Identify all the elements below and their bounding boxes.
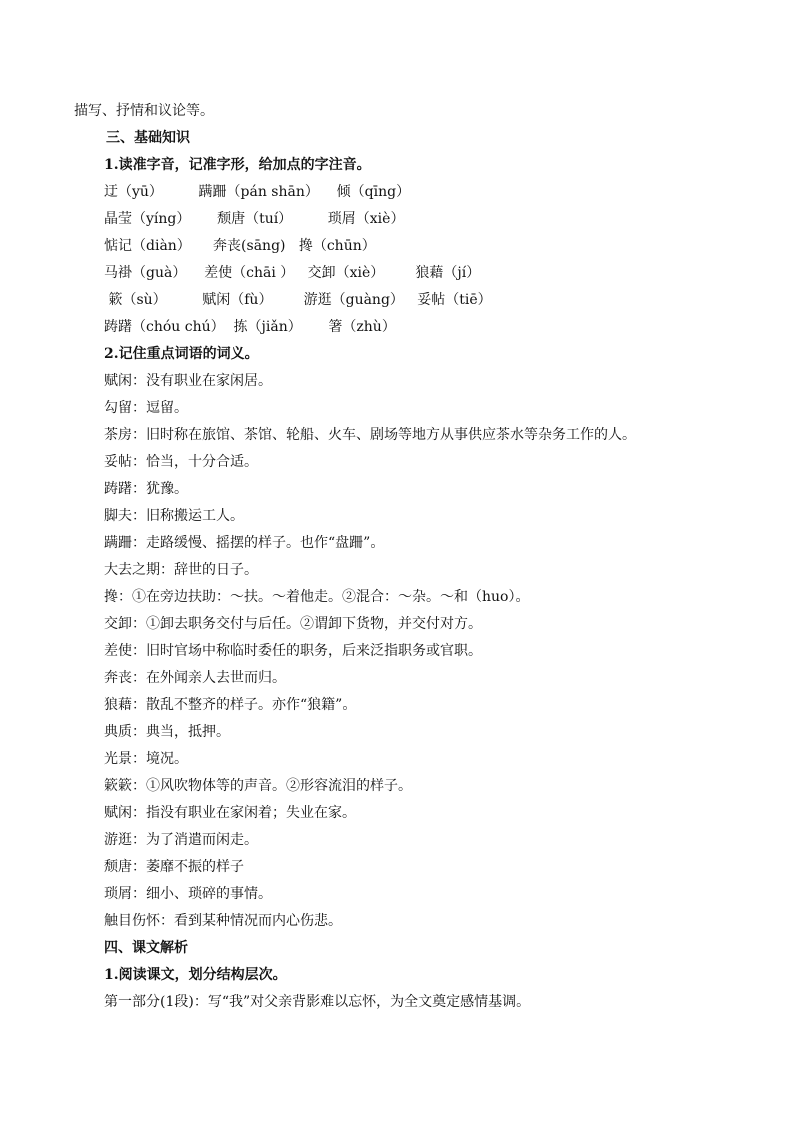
- definition-item: 颓唐：萎靡不振的样子: [104, 859, 244, 875]
- definition-item: 勾留：逗留。: [104, 400, 188, 416]
- definition-item: 差使：旧时官场中称临时委任的职务，后来泛指职务或官职。: [104, 643, 482, 659]
- section3-sub1-heading: 1.读准字音，记准字形，给加点的字注音。: [104, 157, 371, 173]
- definition-item: 脚夫：旧称搬运工人。: [104, 508, 244, 524]
- section3-sub2-heading: 2.记住重点词语的词义。: [104, 346, 259, 362]
- definition-item: 狼藉：散乱不整齐的样子。亦作“狼籍”。: [104, 697, 357, 713]
- pinyin-row: 踌躇（chóu chú） 拣（jiǎn） 箸（zhù）: [104, 319, 396, 335]
- definition-item: 游逛：为了消遣而闲走。: [104, 832, 258, 848]
- definition-item: 茶房：旧时称在旅馆、茶馆、轮船、火车、剧场等地方从事供应茶水等杂务工作的人。: [104, 427, 636, 443]
- section3-heading: 三、基础知识: [106, 130, 190, 146]
- definition-item: 光景：境况。: [104, 751, 188, 767]
- definition-item: 奔丧：在外闻亲人去世而归。: [104, 670, 286, 686]
- section4-heading: 四、课文解析: [104, 940, 188, 956]
- definition-item: 赋闲：指没有职业在家闲着；失业在家。: [104, 805, 356, 821]
- pinyin-row: 簌（sù） 赋闲（fù） 游逛（guàng） 妥帖（tiē）: [104, 292, 492, 308]
- definition-item: 典质：典当，抵押。: [104, 724, 230, 740]
- definition-item: 赋闲：没有职业在家闲居。: [104, 373, 272, 389]
- definition-item: 触目伤怀：看到某种情况而内心伤悲。: [104, 913, 342, 929]
- section4-sub1-heading: 1.阅读课文，划分结构层次。: [104, 967, 287, 983]
- pinyin-row: 晶莹（yíng） 颓唐（tuí） 琐屑（xiè）: [104, 211, 405, 227]
- definition-item: 交卸：①卸去职务交付与后任。②谓卸下货物，并交付对方。: [104, 616, 482, 632]
- pinyin-row: 迂（yū） 蹒跚（pán shān） 倾（qīng）: [104, 184, 411, 200]
- definition-item: 大去之期：辞世的日子。: [104, 562, 258, 578]
- definition-item: 妥帖：恰当，十分合适。: [104, 454, 258, 470]
- pinyin-row: 马褂（guà） 差使（chāi ） 交卸（xiè） 狼藉（jí）: [104, 265, 481, 281]
- definition-item: 蹒跚：走路缓慢、摇摆的样子。也作“盘跚”。: [104, 535, 385, 551]
- definition-item: 琐屑：细小、琐碎的事情。: [104, 886, 272, 902]
- intro-tail-text: 描写、抒情和议论等。: [74, 103, 214, 119]
- pinyin-row: 惦记（diàn） 奔丧(sāng) 搀（chūn）: [104, 238, 376, 254]
- definition-item: 搀：①在旁边扶助：～扶。～着他走。②混合：～杂。～和（huo）。: [104, 589, 530, 605]
- structure-part1-text: 第一部分(1段)：写“我”对父亲背影难以忘怀，为全文奠定感情基调。: [104, 994, 531, 1010]
- definition-item: 踌躇：犹豫。: [104, 481, 188, 497]
- definition-item: 簌簌：①风吹物体等的声音。②形容流泪的样子。: [104, 778, 412, 794]
